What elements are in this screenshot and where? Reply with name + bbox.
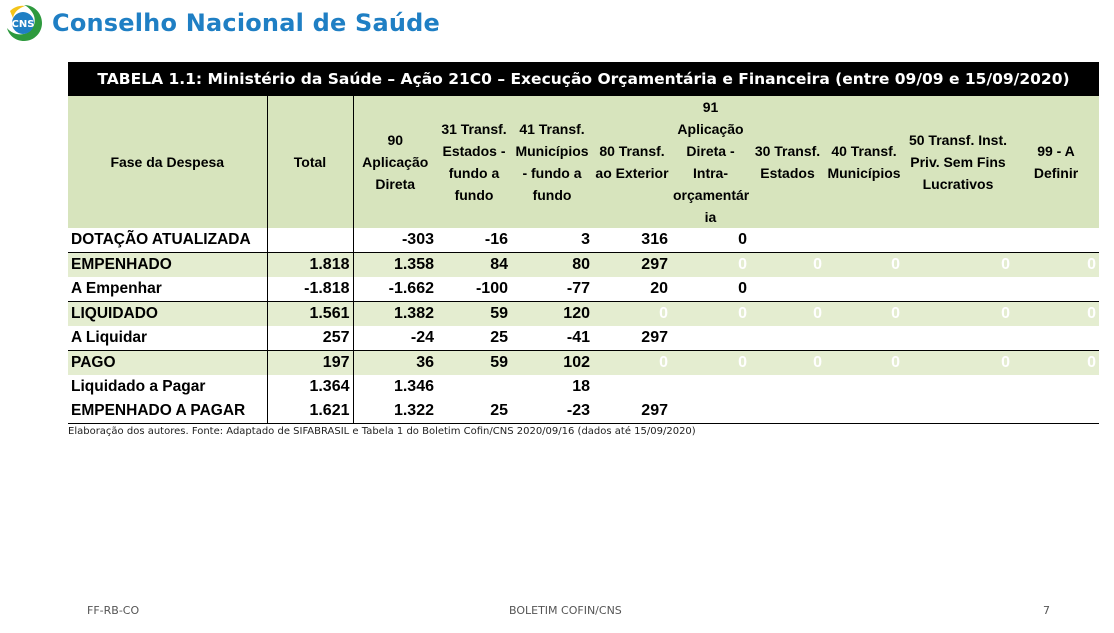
table-cell: 316 (641, 231, 668, 248)
table-cell: 0 (750, 253, 825, 278)
table-cell (750, 326, 825, 351)
table-cell: 0 (903, 253, 1013, 278)
table-cell: 1.561 (267, 302, 353, 327)
table-cell: 0 (738, 280, 747, 297)
table-cell: 0 (671, 302, 750, 327)
table-cell: 297 (593, 399, 671, 424)
col-header-total: Total (267, 96, 353, 228)
table-cell: 297 (641, 329, 668, 346)
org-name: Conselho Nacional de Saúde (52, 9, 441, 37)
table-cell: 0 (593, 302, 671, 327)
table-cell: 0 (825, 302, 903, 327)
table-cell (1013, 399, 1099, 424)
table-cell: 0 (593, 351, 671, 376)
table-cell: 25 (437, 399, 511, 424)
table-cell: 0 (825, 351, 903, 376)
table-cell: 0 (903, 302, 1013, 327)
table-cell (825, 326, 903, 351)
budget-table-container (68, 62, 1099, 424)
table-cell: 1.322 (353, 399, 437, 424)
table-cell (903, 277, 1013, 302)
table-cell: 20 (650, 280, 668, 297)
table-row (68, 277, 1099, 302)
row-label: DOTAÇÃO ATUALIZADA (71, 231, 251, 248)
table-cell (1013, 277, 1099, 302)
table-cell (750, 277, 825, 302)
table-cell (1013, 326, 1099, 351)
table-cell (903, 228, 1013, 253)
table-cell: -1.818 (267, 277, 353, 302)
table-cell (903, 399, 1013, 424)
table-cell: 0 (1013, 351, 1099, 376)
table-cell (825, 228, 903, 253)
table-cell: -16 (484, 231, 508, 248)
table-cell: 3 (581, 231, 590, 248)
table-row (68, 326, 1099, 351)
table-cell: -23 (511, 399, 593, 424)
row-label: LIQUIDADO (68, 302, 267, 327)
col-header-30: 30 Transf. Estados (750, 96, 825, 228)
table-cell: 0 (825, 253, 903, 278)
table-cell (671, 399, 750, 424)
table-cell: 257 (267, 326, 353, 351)
footer-center: BOLETIM COFIN/CNS (509, 604, 622, 617)
table-cell: 197 (267, 351, 353, 376)
table-cell (750, 228, 825, 253)
table-cell (671, 326, 750, 351)
row-label: Liquidado a Pagar (71, 378, 206, 395)
row-label: EMPENHADO (68, 253, 267, 278)
table-cell: 102 (511, 351, 593, 376)
table-cell (750, 399, 825, 424)
col-header-80: 80 Transf. ao Exterior (593, 96, 671, 228)
table-row (68, 375, 1099, 399)
table-cell: 1.382 (353, 302, 437, 327)
table-cell: -77 (566, 280, 590, 297)
col-header-fase: Fase da Despesa (68, 96, 267, 228)
table-row (68, 228, 1099, 253)
table-cell (1013, 228, 1099, 253)
table-cell: 18 (572, 378, 590, 395)
table-cell: 0 (903, 351, 1013, 376)
cns-logo (4, 3, 44, 43)
table-cell: 59 (437, 302, 511, 327)
table-cell: -303 (353, 228, 437, 253)
table-cell: 84 (437, 253, 511, 278)
table-cell (825, 399, 903, 424)
table-cell: 80 (511, 253, 593, 278)
table-cell: 36 (353, 351, 437, 376)
table-cell: 0 (671, 253, 750, 278)
col-header-91: 91 Aplicação Direta - Intra-orçamentár ia (671, 96, 750, 228)
svg-text:CNS: CNS (11, 19, 35, 30)
table-row (68, 253, 1099, 278)
col-header-40: 40 Transf. Municípios (825, 96, 903, 228)
table-cell: 0 (671, 351, 750, 376)
table-cell (671, 375, 750, 399)
table-cell (903, 375, 1013, 399)
table-cell (750, 375, 825, 399)
table-cell: 0 (738, 231, 747, 248)
table-cell: 0 (750, 302, 825, 327)
table-source-note: Elaboração dos autores. Fonte: Adaptado de SIFABRASIL e Tabela 1 do Boletim Cofin/CNS 2020/09/16 (dados até 15/09/2020) (68, 426, 696, 437)
table-cell (903, 326, 1013, 351)
table-cell: 25 (490, 329, 508, 346)
budget-table (68, 96, 1099, 424)
table-cell: -24 (353, 326, 437, 351)
table-cell: 297 (593, 253, 671, 278)
row-label: PAGO (68, 351, 267, 376)
table-cell (267, 228, 353, 253)
table-title: TABELA 1.1: Ministério da Saúde – Ação 21C0 – Execução Orçamentária e Financeira (entre 09/09 e 15/09/2020) (68, 62, 1099, 96)
table-cell (593, 375, 671, 399)
table-cell: 1.621 (267, 399, 353, 424)
table-cell: 59 (437, 351, 511, 376)
table-cell (437, 375, 511, 399)
col-header-90: 90 Aplicação Direta (353, 96, 437, 228)
table-header-row (68, 96, 1099, 228)
footer-left: FF-RB-CO (87, 604, 140, 617)
page-number: 7 (1043, 604, 1050, 617)
table-row (68, 399, 1099, 424)
col-header-31: 31 Transf. Estados - fundo a fundo (437, 96, 511, 228)
row-label: EMPENHADO A PAGAR (68, 399, 267, 424)
table-row (68, 302, 1099, 327)
table-cell: 1.346 (353, 375, 437, 399)
row-label: A Empenhar (71, 280, 162, 297)
table-cell: 1.364 (267, 375, 353, 399)
table-cell (825, 277, 903, 302)
col-header-41: 41 Transf. Municípios - fundo a fundo (511, 96, 593, 228)
table-cell: -41 (566, 329, 590, 346)
table-cell (1013, 375, 1099, 399)
table-cell (825, 375, 903, 399)
col-header-50: 50 Transf. Inst. Priv. Sem Fins Lucrativos (903, 96, 1013, 228)
table-cell: 1.818 (267, 253, 353, 278)
table-cell: -1.662 (353, 277, 437, 302)
row-label: A Liquidar (71, 329, 148, 346)
table-cell: 1.358 (353, 253, 437, 278)
table-cell: 120 (511, 302, 593, 327)
table-cell: 0 (750, 351, 825, 376)
col-header-99: 99 - A Definir (1013, 96, 1099, 228)
table-row (68, 351, 1099, 376)
table-cell: 0 (1013, 302, 1099, 327)
table-cell: 0 (1013, 253, 1099, 278)
table-cell: -100 (475, 280, 508, 297)
